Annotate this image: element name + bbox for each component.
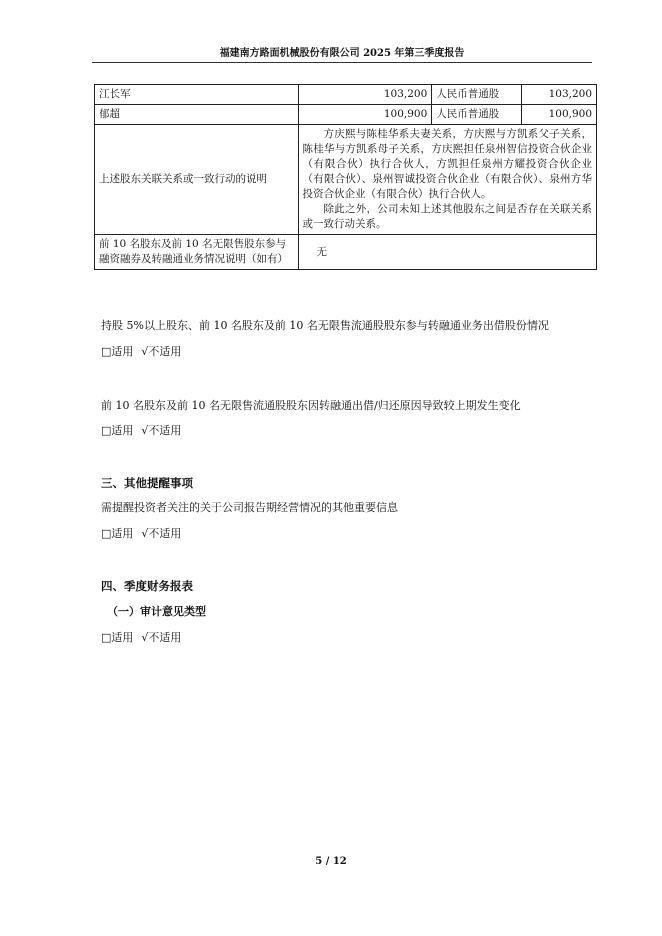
relation-label: 上述股东关联关系或一致行动的说明 — [95, 125, 299, 235]
applicable-checkbox: □适用 — [101, 631, 134, 644]
not-applicable-checkbox: √不适用 — [141, 527, 182, 540]
section-4-options — [101, 630, 181, 646]
share-type: 人民币普通股 — [432, 85, 522, 105]
relation-paragraph-2: 除此之外，公司未知上述其他股东之间是否存在关联关系或一致行动关系。 — [302, 203, 592, 230]
share-count: 103,200 — [522, 85, 597, 105]
question-1-text: 持股 5%以上股东、前 10 名股东及前 10 名无限售流通股股东参与转融通业务出借股份情况 — [101, 319, 549, 332]
relation-description — [298, 125, 597, 235]
table-row — [95, 125, 597, 235]
section-3-title: 三、其他提醒事项 — [101, 476, 193, 490]
shares-held: 100,900 — [298, 105, 432, 125]
table-row — [95, 105, 597, 125]
relation-paragraph-1: 方庆熙与陈桂华系夫妻关系，方庆熙与方凯系父子关系，陈桂华与方凯系母子关系，方庆熙担任泉州智信投资合伙企业（有限合伙）执行合伙人，方凯担任泉州方耀投资合伙企业（有限合伙）、泉州智诚投资合伙企业（有限合伙）、泉州方华投资合伙企业（有限合伙）执行合伙人。 — [302, 128, 592, 200]
shareholder-name: 郁超 — [95, 105, 299, 125]
section-3-options — [101, 526, 181, 542]
question-2-text: 前 10 名股东及前 10 名无限售流通股股东因转融通出借/归还原因导致较上期发生变化 — [101, 399, 521, 412]
applicable-checkbox: □适用 — [101, 527, 134, 540]
question-1-options — [101, 344, 181, 360]
shares-held: 103,200 — [298, 85, 432, 105]
not-applicable-checkbox: √不适用 — [141, 345, 182, 358]
section-4-subtitle: （一）审计意见类型 — [107, 605, 206, 618]
share-type: 人民币普通股 — [432, 105, 522, 125]
shareholder-table — [94, 84, 597, 270]
not-applicable-checkbox: √不适用 — [141, 631, 182, 644]
not-applicable-checkbox: √不适用 — [141, 424, 182, 437]
table-row — [95, 235, 597, 270]
margin-value: 无 — [298, 235, 597, 270]
applicable-checkbox: □适用 — [101, 345, 134, 358]
share-count: 100,900 — [522, 105, 597, 125]
section-3-text: 需提醒投资者关注的关于公司报告期经营情况的其他重要信息 — [101, 501, 398, 514]
page-header: 福建南方路面机械股份有限公司 2025 年第三季度报告 — [92, 46, 592, 63]
margin-label: 前 10 名股东及前 10 名无限售股东参与融资融券及转融通业务情况说明（如有） — [95, 235, 299, 270]
applicable-checkbox: □适用 — [101, 424, 134, 437]
question-2-options — [101, 423, 181, 439]
shareholder-name: 江长军 — [95, 85, 299, 105]
table-row — [95, 85, 597, 105]
page-number: 5 / 12 — [315, 856, 347, 867]
section-4-title: 四、季度财务报表 — [101, 579, 193, 593]
